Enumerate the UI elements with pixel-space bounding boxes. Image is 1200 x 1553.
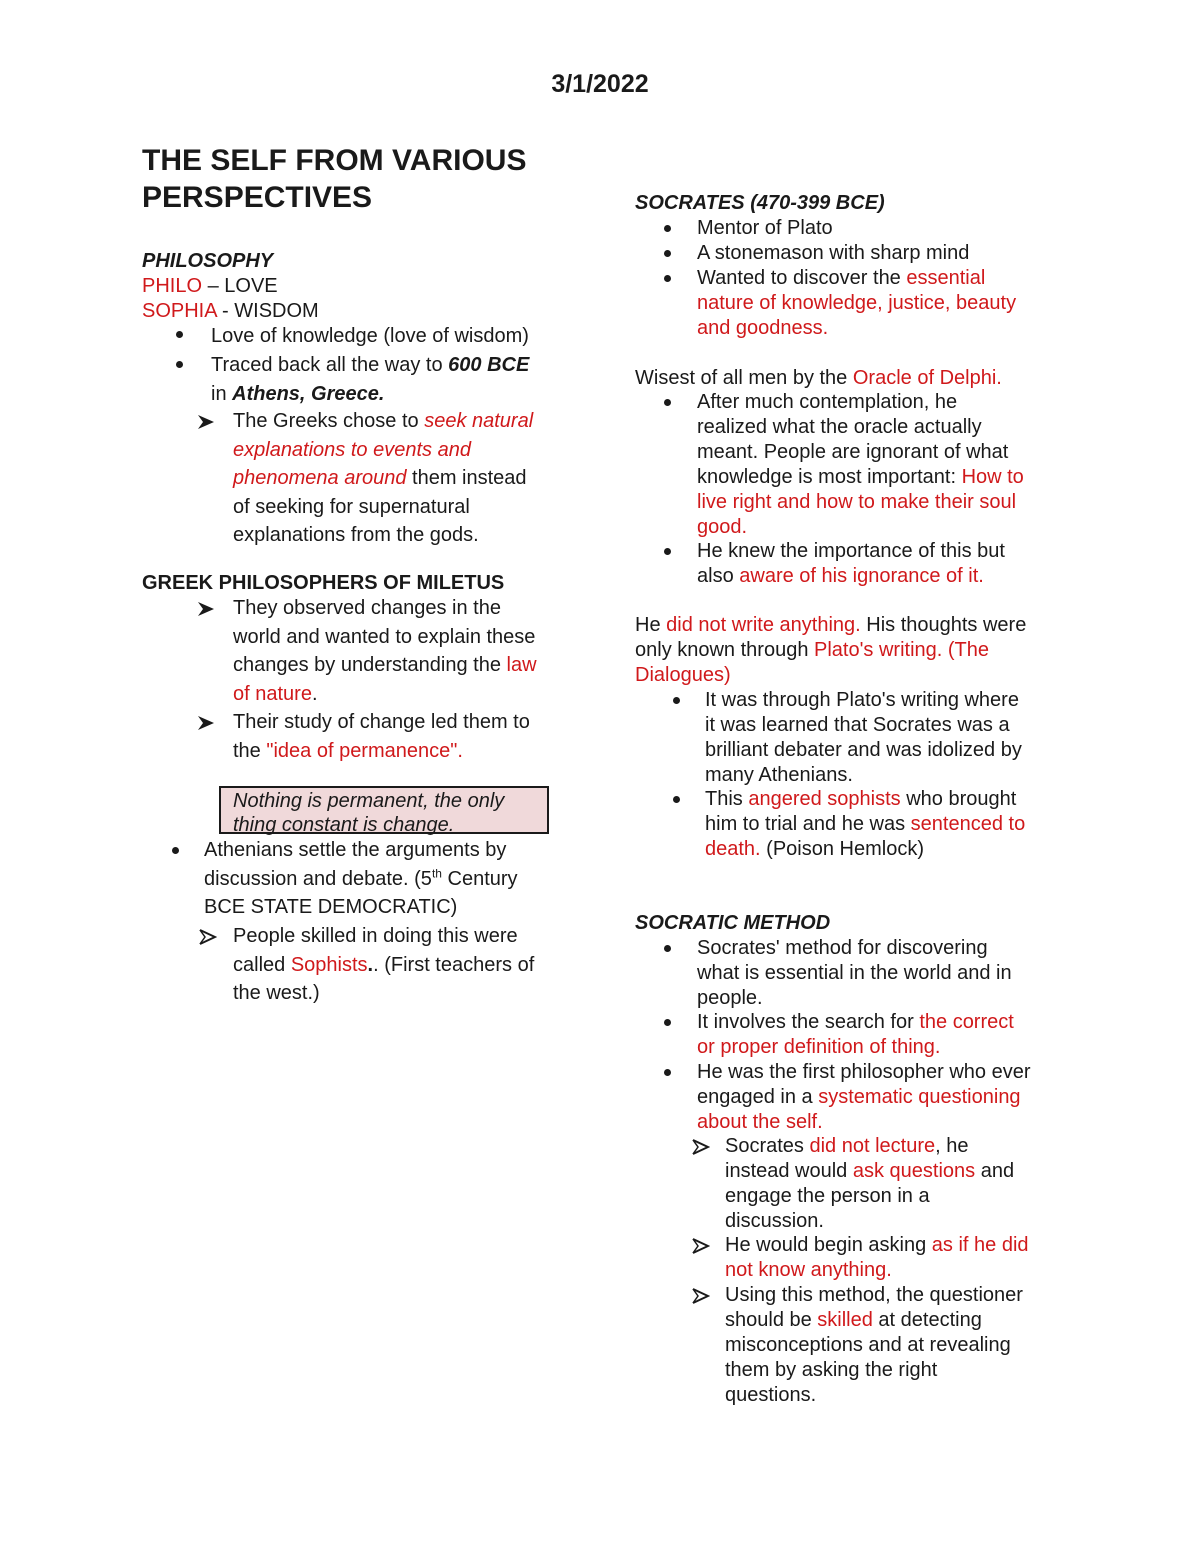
bullet-icon xyxy=(664,945,671,952)
bullet-icon xyxy=(172,847,179,854)
list-item: Love of knowledge (love of wisdom) xyxy=(211,325,529,347)
quote-box: Nothing is permanent, the only thing constant is change. xyxy=(219,786,549,834)
list-item: Socrates' method for discovering what is essential in the world and in people. xyxy=(697,937,1012,1009)
list-item: The Greeks chose to seek natural explanations to events and phenomena around them instead of seeking for supernatural explanations from the gods. xyxy=(233,410,534,546)
bullet-icon xyxy=(176,331,183,338)
page-title xyxy=(142,142,612,216)
arrow-bullet-icon xyxy=(197,715,215,731)
list-item: It involves the search for the correct or proper definition of thing. xyxy=(697,1011,1014,1058)
socrates-heading: SOCRATES (470-399 BCE) xyxy=(635,192,885,214)
title-line-1: THE SELF FROM VARIOUS xyxy=(142,144,527,177)
document-date: 3/1/2022 xyxy=(551,70,649,98)
bullet-icon xyxy=(664,225,671,232)
bullet-icon xyxy=(664,250,671,257)
arrow-bullet-icon xyxy=(692,1139,710,1155)
list-item: They observed changes in the world and wanted to explain these changes by understanding the law of nature. xyxy=(233,597,537,705)
list-item: He would begin asking as if he did not know anything. xyxy=(725,1234,1029,1281)
list-item: He was the first philosopher who ever engaged in a systematic questioning about the self. xyxy=(697,1061,1031,1133)
bullet-icon xyxy=(664,399,671,406)
list-item: Mentor of Plato xyxy=(697,217,833,239)
list-item: He knew the importance of this but also aware of his ignorance of it. xyxy=(697,540,1005,587)
philo-definition: PHILO – LOVE xyxy=(142,275,278,297)
bullet-icon xyxy=(664,1069,671,1076)
list-item: It was through Plato's writing where it was learned that Socrates was a brilliant debater and was idolized by many Athenians. xyxy=(705,689,1022,786)
list-item: Athenians settle the arguments by discussion and debate. (5th Century BCE STATE DEMOCRATIC) xyxy=(204,839,518,918)
arrow-bullet-icon xyxy=(197,414,215,430)
list-item: A stonemason with sharp mind xyxy=(697,242,970,264)
arrow-bullet-icon xyxy=(692,1238,710,1254)
arrow-bullet-icon xyxy=(197,601,215,617)
arrow-bullet-icon xyxy=(692,1288,710,1304)
bullet-icon xyxy=(673,796,680,803)
miletus-heading: GREEK PHILOSOPHERS OF MILETUS xyxy=(142,572,505,594)
list-item: Wanted to discover the essential nature of knowledge, justice, beauty and goodness. xyxy=(697,267,1017,339)
list-item: This angered sophists who brought him to trial and he was sentenced to death. (Poison Hemlock) xyxy=(705,788,1026,860)
philosophy-heading: PHILOSOPHY xyxy=(142,250,274,272)
bullet-icon xyxy=(664,548,671,555)
socratic-method-heading: SOCRATIC METHOD xyxy=(635,912,831,934)
bullet-icon xyxy=(673,697,680,704)
list-item: Using this method, the questioner should be skilled at detecting misconceptions and at revealing them by asking the right questions. xyxy=(725,1284,1023,1406)
arrow-bullet-icon xyxy=(199,929,217,945)
wisest-paragraph: Wisest of all men by the Oracle of Delphi. xyxy=(635,367,1002,389)
list-item: Their study of change led them to the "idea of permanence". xyxy=(233,711,530,762)
title-line-2: PERSPECTIVES xyxy=(142,181,373,214)
philosophy-section xyxy=(142,249,319,324)
list-item: People skilled in doing this were called Sophists.. (First teachers of the west.) xyxy=(233,925,535,1004)
list-item: Traced back all the way to 600 BCE in Athens, Greece. xyxy=(211,354,530,405)
sophia-definition: SOPHIA - WISDOM xyxy=(142,300,319,322)
no-writing-paragraph: He did not write anything. His thoughts were only known through Plato's writing. (The Dialogues) xyxy=(635,614,1027,686)
bullet-icon xyxy=(176,361,183,368)
list-item: After much contemplation, he realized what the oracle actually meant. People are ignorant of what knowledge is most important: How to live right and how to make their soul good. xyxy=(697,391,1024,538)
bullet-icon xyxy=(664,275,671,282)
bullet-icon xyxy=(664,1019,671,1026)
list-item: Socrates did not lecture, he instead would ask questions and engage the person in a discussion. xyxy=(725,1135,1015,1232)
